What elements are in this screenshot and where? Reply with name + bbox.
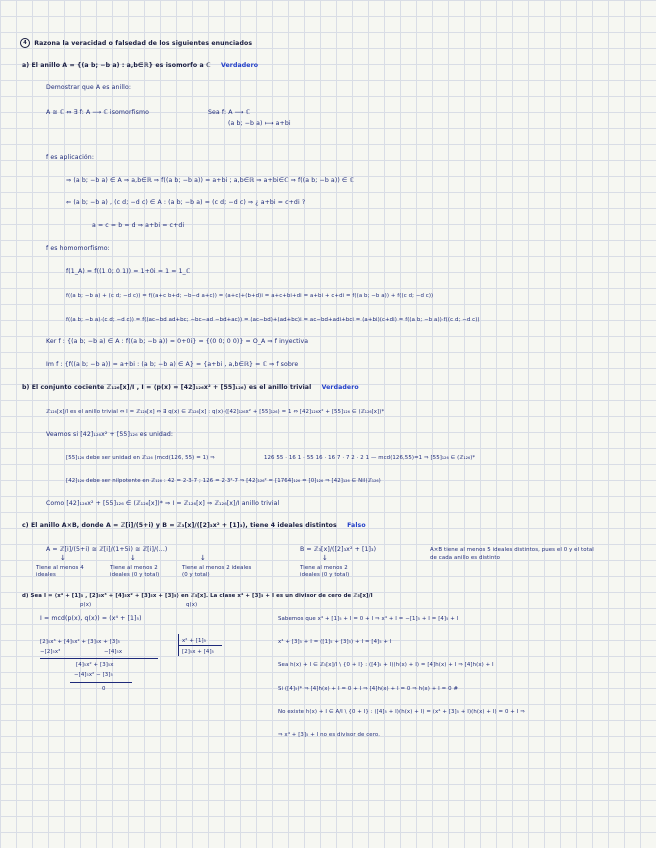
- part-c-note-a1: Tiene al menos 4 ideales: [36, 565, 84, 578]
- part-a-app2: ⇐ (a b; −b a) , (c d; −d c) ∈ A : (a b; −b a) = (c d; −d c) ⇒ ¿ a+bi = c+di ?: [66, 199, 306, 206]
- arrow-down-icon: ↓: [60, 554, 66, 562]
- part-b-line3: [55]₁₂₆ debe ser unidad en ℤ₁₂₆ (mcd(126, 55) = 1) ⇒: [66, 455, 215, 461]
- part-a-statement: [22, 62, 258, 70]
- part-b-line1: ℤ₁₂₆[x]/I es el anillo trivial ⇔ I = ℤ₁₂₆[x] ⇔ ∃ q(x) ∈ ℤ₁₂₆[x] : q(x)·([42]₁₂₆x² + [55]₁₂₆) = 1 ⇔ [42]₁₂₆x² + [55]₁₂₆ ∈ (ℤ₁₂₆[x])*: [46, 409, 385, 415]
- part-b-statement: [22, 384, 359, 392]
- part-d-divisor2: [2]₅x + [4]₅: [182, 649, 214, 655]
- part-d-r2: x⁴ + [3]₅ + I = ([1]₅ + [3]₅) + I = [4]₅ + I: [278, 639, 392, 645]
- exercise-title: Razona la veracidad o falsedad de los siguientes enunciados: [34, 40, 253, 47]
- part-c-statement: [22, 522, 366, 530]
- part-d-r4: Si ([4]₅)* ⇒ [4]h(x) + I = 0 + I ⇒ [4]h(x) + I = 0 ⇒ h(x) + I = 0 #: [278, 686, 459, 692]
- part-d-div-line2: −[2]₅x³: [40, 649, 61, 655]
- exercise-header: [20, 38, 252, 48]
- arrow-down-icon: ↓: [200, 554, 206, 562]
- part-d-div-line1: [2]₅x³ + [4]₅x² + [3]₅x + [3]₅: [40, 639, 120, 645]
- part-d-r5: No existe h(x) + I ∈ A/I \ {0 + I} : ([4]₅ + I)(h(x) + I) = (x⁴ + [3]₅ + I)(h(x) + I) = 0 + I ⇒: [278, 709, 525, 715]
- part-d-divisor1: x² + [1]₅: [182, 638, 206, 644]
- part-d-r3: Sea h(x) + I ∈ ℤ₅[x]/I \ {0 + I} : ([4]₅ + I)(h(x) + I) = [4]h(x) + I ⇒ [4]h(x) + I: [278, 662, 494, 668]
- part-d-p-label: p(x): [80, 602, 92, 608]
- part-a-app-title: f es aplicación:: [46, 154, 95, 161]
- part-a-image: Im f : {f((a b; −b a)) = a+bi : (a b; −b a) ∈ A} = {a+bi , a,b∈ℝ} = ℂ ⇒ f sobre: [46, 361, 299, 368]
- part-a-demo: Demostrar que A es anillo:: [46, 84, 132, 91]
- arrow-down-icon: ↓: [322, 554, 328, 562]
- part-a-iso-claim: A ≅ ℂ ⇔ ∃ f: A ⟶ ℂ isomorfismo: [46, 109, 150, 116]
- part-d-r6: ⇒ x⁴ + [3]₅ + I no es divisor de cero.: [278, 732, 381, 738]
- part-d-r1: Sabemos que x⁴ + [1]₅ + I = 0 + I ⇒ x⁴ + I = −[1]₅ + I = [4]₅ + I: [278, 616, 459, 622]
- part-a-def2: (a b; −b a) ⟼ a+bi: [228, 120, 291, 127]
- part-b-euclid: 126 55 · 16 1 · 55 16 · 16 7 · 7 2 · 2 1 — mcd(126,55)=1 ⇒ [55]₁₂₆ ∈ (ℤ₁₂₆)*: [264, 455, 476, 461]
- part-a-app3: a = c = b = d ⇒ a+bi = c+di: [92, 222, 185, 229]
- division-rule: [40, 658, 158, 659]
- part-c-text: c) El anillo A×B, donde A = ℤ[i]/(5+i) y B = ℤ₃[x]/([2]₃x² + [1]₃), tiene 4 ideales distintos: [22, 522, 337, 529]
- division-rule: [70, 682, 132, 683]
- division-rule: [178, 645, 222, 646]
- exercise-number: 4: [20, 38, 30, 48]
- part-a-kernel: Ker f : {(a b; −b a) ∈ A : f((a b; −b a)) = 0+0i} = {(0 0; 0 0)} = O_A ⇒ f inyectiva: [46, 338, 309, 345]
- part-c-a-iso: A = ℤ[i]/(5+i) ≅ ℤ[i]/(1+5i) ≅ ℤ[i]/(...): [46, 546, 168, 553]
- part-a-hom-title: f es homomorfismo:: [46, 245, 110, 252]
- part-c-note-b: Tiene al menos 2 ideales (0 y total): [300, 565, 350, 578]
- part-d-div-remainder: 0: [102, 686, 106, 692]
- part-a-hom3: f((a b; −b a)·(c d; −d c)) = f((ac−bd ad+bc; −bc−ad −bd+ac)) = (ac−bd)+(ad+bc)i = ac−bd+adi+bci = (a+bi)(c+di) = f((a b; −b a))·f((c d; −d c)): [66, 317, 480, 323]
- part-d-gcd: I = mcd(p(x), q(x)) = (x⁴ + [1]₅): [40, 615, 142, 622]
- part-c-note-a3: Tiene al menos 2 ideales (0 y total): [182, 565, 252, 578]
- part-a-hom2: f((a b; −b a) + (c d; −d c)) = f((a+c b+d; −b−d a+c)) = (a+c)+(b+d)i = a+c+bi+di = a+bi + c+di = f((a b; −b a)) + f((c d; −d c)): [66, 293, 434, 299]
- part-a-def1: Sea f: A ⟶ ℂ: [208, 109, 251, 116]
- part-b-text: b) El conjunto cociente ℤ₁₂₆[x]/I , I = ⟨p(x) = [42]₁₂₆x² + [55]₁₂₆⟩ es el anillo trivial: [22, 384, 312, 391]
- part-a-app1: ⇒ (a b; −b a) ∈ A ⇒ a,b∈ℝ ⇒ f((a b; −b a)) = a+bi ; a,b∈ℝ ⇒ a+bi∈ℂ ⇒ f((a b; −b a)) ∈ ℂ: [66, 177, 354, 184]
- part-d-div-line3: −[4]₅x: [104, 649, 123, 655]
- part-b-line2: Veamos si [42]₁₂₆x² + [55]₁₂₆ es unidad:: [46, 431, 174, 438]
- part-a-hom1: f(1_A) = f((1 0; 0 1)) = 1+0i = 1 = 1_ℂ: [66, 268, 191, 275]
- part-a-text: a) El anillo A = {(a b; −b a) : a,b∈ℝ} es isomorfo a ℂ: [22, 62, 211, 69]
- part-d-statement: d) Sea I = ⟨x⁴ + [1]₅ , [2]₅x³ + [4]₅x² + [3]₅x + [3]₅⟩ en ℤ₅[x]. La clase x⁴ + [3]₅ + I es un divisor de cero de ℤ₅[x]/I: [22, 593, 373, 599]
- part-b-line5: Como [42]₁₂₆x² + [55]₁₂₆ ∈ (ℤ₁₂₆[x])* ⇒ I = ℤ₁₂₆[x] ⇒ ℤ₁₂₆[x]/I anillo trivial: [46, 500, 280, 507]
- part-c-verdict: Falso: [347, 522, 366, 529]
- part-d-div-line4: [4]₅x² + [3]₅x: [76, 662, 114, 668]
- part-c-b-iso: B = ℤ₃[x]/([2]₃x² + [1]₃): [300, 546, 377, 553]
- part-a-verdict: Verdadero: [220, 62, 259, 69]
- part-d-div-line5: −[4]₅x² − [3]₅: [74, 672, 113, 678]
- part-c-conclusion: A×B tiene al menos 5 ideales distintos, pues el 0 y el total de cada anillo es distinto: [430, 547, 594, 561]
- part-b-line4: [42]₁₂₆ debe ser nilpotente en ℤ₁₂₆ : 42 = 2·3·7 ; 126 = 2·3²·7 ⇒ [42]₁₂₆² = [1764]₁₂₆ = [0]₁₂₆ ⇒ [42]₁₂₆ ∈ Nil(ℤ₁₂₆): [66, 478, 381, 484]
- part-c-note-a2: Tiene al menos 2 ideales (0 y total): [110, 565, 160, 578]
- part-d-q-label: q(x): [186, 602, 198, 608]
- part-b-verdict: Verdadero: [321, 384, 359, 391]
- arrow-down-icon: ↓: [130, 554, 136, 562]
